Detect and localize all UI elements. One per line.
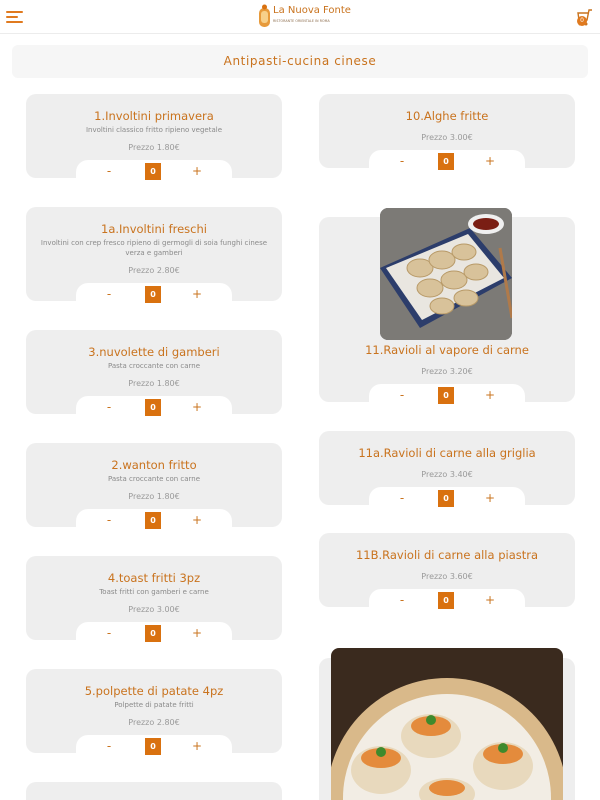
quantity-stepper bbox=[76, 160, 232, 184]
cart-button[interactable] bbox=[575, 5, 595, 29]
item-price: Prezzo 1.80€ bbox=[128, 143, 180, 152]
item-name: 1.Involtini primavera bbox=[94, 109, 214, 123]
logo[interactable] bbox=[258, 4, 351, 30]
quantity-value: 0 bbox=[145, 512, 161, 529]
quantity-stepper bbox=[369, 589, 525, 607]
quantity-value: 0 bbox=[145, 399, 161, 416]
decrease-button[interactable]: - bbox=[106, 739, 112, 753]
decrease-button[interactable]: - bbox=[399, 154, 405, 168]
menu-item-card[interactable] bbox=[26, 330, 282, 414]
increase-button[interactable]: + bbox=[191, 626, 203, 640]
decrease-button[interactable]: - bbox=[399, 388, 405, 402]
quantity-stepper bbox=[76, 283, 232, 307]
quantity-stepper bbox=[76, 509, 232, 533]
item-name: 10.Alghe fritte bbox=[405, 109, 489, 123]
menu-item-card[interactable] bbox=[26, 782, 282, 800]
shumai-photo bbox=[331, 648, 563, 800]
item-description: Pasta croccante con carne bbox=[107, 475, 201, 483]
item-price: Prezzo 3.60€ bbox=[421, 572, 473, 581]
item-description: Involtini con crep fresco ripieno di germogli di soia funghi cinese verza e gamberi bbox=[40, 239, 268, 257]
item-price: Prezzo 2.80€ bbox=[128, 718, 180, 727]
item-price: Prezzo 3.00€ bbox=[421, 133, 473, 142]
item-price: Prezzo 1.80€ bbox=[128, 379, 180, 388]
item-description: Toast fritti con gamberi e carne bbox=[99, 588, 209, 596]
decrease-button[interactable]: - bbox=[106, 400, 112, 414]
item-description: Involtini classico fritto ripieno vegetale bbox=[85, 126, 223, 134]
quantity-value: 0 bbox=[145, 163, 161, 180]
logo-name: La Nuova Fonte bbox=[273, 5, 351, 16]
item-price: Prezzo 3.20€ bbox=[421, 367, 473, 376]
quantity-stepper bbox=[76, 735, 232, 759]
decrease-button[interactable]: - bbox=[106, 164, 112, 178]
category-title: Antipasti-cucina cinese bbox=[12, 45, 588, 78]
item-name: 2.wanton fritto bbox=[111, 458, 197, 472]
quantity-value: 0 bbox=[438, 490, 454, 507]
item-price: Prezzo 3.40€ bbox=[421, 470, 473, 479]
item-name: 11.Ravioli al vapore di carne bbox=[365, 343, 529, 357]
item-name: 11a.Ravioli di carne alla griglia bbox=[358, 446, 536, 460]
dumplings-photo bbox=[380, 208, 512, 340]
decrease-button[interactable]: - bbox=[106, 287, 112, 301]
app-header bbox=[0, 0, 600, 34]
logo-fountain-icon bbox=[258, 4, 271, 28]
increase-button[interactable]: + bbox=[484, 593, 496, 607]
menu-item-card[interactable] bbox=[26, 556, 282, 640]
menu-item-card[interactable] bbox=[319, 533, 575, 607]
increase-button[interactable]: + bbox=[191, 287, 203, 301]
item-name: 11B.Ravioli di carne alla piastra bbox=[355, 548, 539, 562]
increase-button[interactable]: + bbox=[191, 400, 203, 414]
item-name: 5.polpette di patate 4pz bbox=[84, 684, 224, 698]
menu-item-card[interactable] bbox=[26, 207, 282, 301]
menu-item-card[interactable] bbox=[26, 94, 282, 178]
item-price: Prezzo 3.00€ bbox=[128, 605, 180, 614]
menu-item-card[interactable] bbox=[26, 669, 282, 753]
quantity-stepper bbox=[369, 150, 525, 168]
increase-button[interactable]: + bbox=[484, 491, 496, 505]
increase-button[interactable]: + bbox=[484, 154, 496, 168]
quantity-value: 0 bbox=[145, 738, 161, 755]
decrease-button[interactable]: - bbox=[399, 491, 405, 505]
item-name: 4.toast fritti 3pz bbox=[107, 571, 201, 585]
decrease-button[interactable]: - bbox=[106, 626, 112, 640]
quantity-stepper bbox=[76, 396, 232, 420]
increase-button[interactable]: + bbox=[191, 164, 203, 178]
increase-button[interactable]: + bbox=[484, 388, 496, 402]
menu-icon[interactable] bbox=[6, 11, 23, 24]
menu-item-card[interactable] bbox=[319, 94, 575, 168]
quantity-value: 0 bbox=[145, 286, 161, 303]
quantity-stepper bbox=[369, 487, 525, 505]
decrease-button[interactable]: - bbox=[106, 513, 112, 527]
decrease-button[interactable]: - bbox=[399, 593, 405, 607]
increase-button[interactable]: + bbox=[191, 513, 203, 527]
item-price: Prezzo 2.80€ bbox=[128, 266, 180, 275]
item-price: Prezzo 1.80€ bbox=[128, 492, 180, 501]
quantity-stepper bbox=[369, 384, 525, 402]
menu-item-card[interactable] bbox=[26, 443, 282, 527]
quantity-value: 0 bbox=[438, 153, 454, 170]
quantity-value: 0 bbox=[438, 387, 454, 404]
increase-button[interactable]: + bbox=[191, 739, 203, 753]
item-description: Pasta croccante con carne bbox=[107, 362, 201, 370]
quantity-stepper bbox=[76, 622, 232, 646]
quantity-value: 0 bbox=[145, 625, 161, 642]
quantity-value: 0 bbox=[438, 592, 454, 609]
item-name: 3.nuvolette di gamberi bbox=[88, 345, 220, 359]
item-name: 1a.Involtini freschi bbox=[101, 222, 207, 236]
menu-item-card[interactable] bbox=[319, 431, 575, 505]
logo-tagline: RISTORANTE ORIENTALE IN ROMA bbox=[273, 19, 330, 23]
cart-count-badge: 0 bbox=[577, 16, 587, 26]
item-description: Polpette di patate fritti bbox=[114, 701, 194, 709]
